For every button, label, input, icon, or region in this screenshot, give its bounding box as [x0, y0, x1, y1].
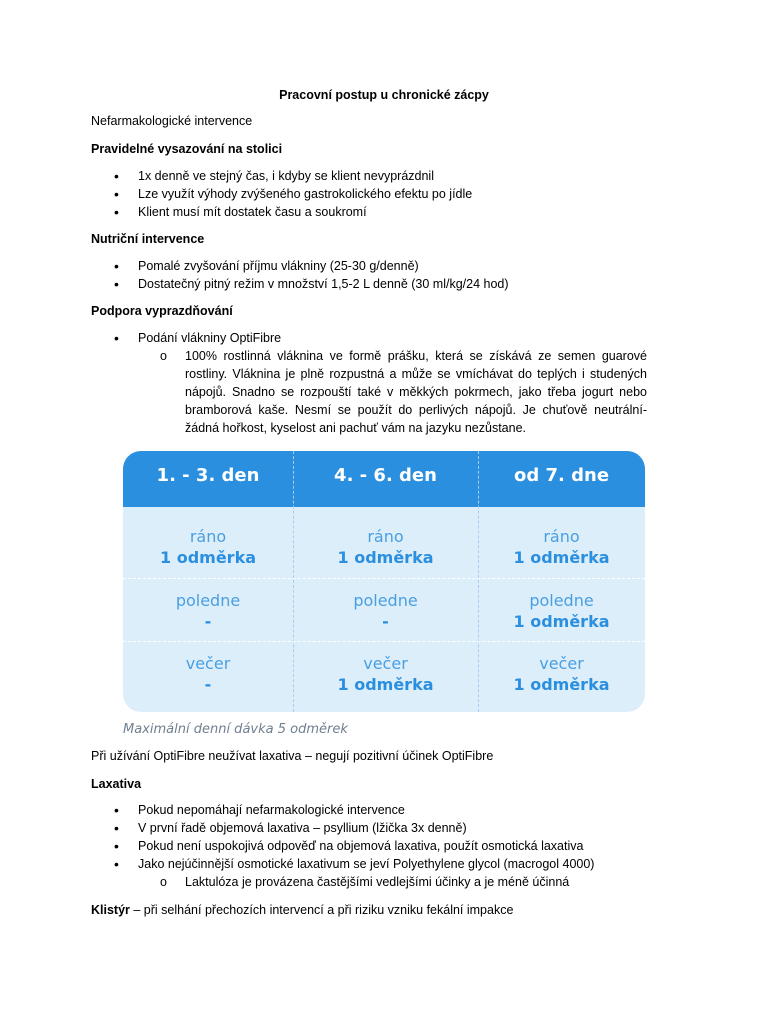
sub-bullet-marker: o [160, 875, 167, 889]
list-item: • V první řadě objemová laxativa – psyllium (lžička 3x denně) [91, 819, 594, 837]
dosage-cell-morning [293, 527, 478, 569]
dosage-cell-morning [123, 527, 293, 569]
dosage-column-2 [293, 451, 478, 712]
section-heading-laxativa: Laxativa [91, 777, 142, 791]
dose-amount: 1 odměrka [513, 675, 610, 694]
list-item: • Pomalé zvyšování příjmu vlákniny (25-30 g/denně) [91, 257, 509, 275]
dosage-column-3 [478, 451, 645, 712]
section-list-vysazovani [91, 167, 472, 221]
dosage-table [123, 451, 645, 712]
klistyr-line [91, 901, 513, 919]
sub-bullet-marker: o [160, 349, 167, 363]
optifibre-note: Při užívání OptiFibre neužívat laxativa – negují pozitivní účinek OptiFibre [91, 749, 494, 763]
list-item: • Pokud není uspokojivá odpověď na objemová laxativa, použít osmotická laxativa [91, 837, 594, 855]
document-title: Pracovní postup u chronické zácpy [279, 88, 489, 102]
dosage-cell-noon [478, 591, 645, 633]
dosage-cell-evening [293, 654, 478, 696]
dosage-cell-noon [293, 591, 478, 633]
dose-amount: 1 odměrka [160, 548, 256, 567]
dose-time-label: ráno [543, 527, 580, 546]
section-list-laxativa [91, 801, 594, 873]
dosage-column-header: od 7. dne [513, 465, 610, 486]
list-item: • Pokud nepomáhají nefarmakologické intervence [91, 801, 594, 819]
dose-amount: - [204, 675, 212, 694]
dosage-cell-noon [123, 591, 293, 633]
column-divider [293, 451, 294, 712]
dosage-column-1 [123, 451, 293, 712]
list-item: • Dostatečný pitný režim v množství 1,5-2 L denně (30 ml/kg/24 hod) [91, 275, 509, 293]
intro-line: Nefarmakologické intervence [91, 114, 253, 128]
klistyr-label: Klistýr [91, 903, 130, 917]
list-item: • Jako nejúčinnější osmotické laxativum se jeví Polyethylene glycol (macrogol 4000) [91, 855, 594, 873]
dosage-caption: Maximální denní dávka 5 odměrek [123, 722, 348, 737]
dose-time-label: večer [185, 654, 231, 673]
dosage-cell-evening [123, 654, 293, 696]
dose-amount: - [204, 612, 212, 631]
section-heading-vysazovani: Pravidelné vysazování na stolici [91, 142, 283, 156]
dose-time-label: večer [363, 654, 408, 673]
dose-amount: - [382, 612, 389, 631]
dose-time-label: ráno [189, 527, 227, 546]
dose-time-label: večer [539, 654, 584, 673]
row-divider [123, 578, 645, 579]
list-item: • Lze využít výhody zvýšeného gastrokolického efektu po jídle [91, 185, 472, 203]
dosage-cell-evening [478, 654, 645, 696]
section-list-nutricni [91, 257, 509, 293]
list-item: • Klient musí mít dostatek času a soukromí [91, 203, 472, 221]
column-divider [478, 451, 479, 712]
dose-time-label: poledne [353, 591, 418, 610]
dose-amount: 1 odměrka [337, 675, 434, 694]
dose-amount: 1 odměrka [337, 548, 434, 567]
section-heading-nutricni: Nutriční intervence [91, 232, 205, 246]
section-list-podpora [91, 329, 281, 347]
dosage-column-header: 4. - 6. den [334, 465, 437, 486]
optifibre-description: 100% rostlinná vláknina ve formě prášku, která se získává ze semen guarové rostliny. Vláknina je plně rozpustná a může se vmíchávat do teplých i studených nápojů. Snadno se rozpouští také v měkkých pokrmech, jako třeba jogurt nebo bramborová kaše. Nesmí se použít do perlivých nápojů. Je chuťově neutrální- žádná hořkost, kyselost ani pachuť vám na jazyku nezůstane. [185, 349, 647, 435]
list-item: • Podání vlákniny OptiFibre [91, 329, 281, 347]
dose-amount: 1 odměrka [513, 612, 610, 631]
dose-time-label: ráno [367, 527, 404, 546]
list-item: • 1x denně ve stejný čas, i kdyby se klient nevyprázdnil [91, 167, 472, 185]
dose-time-label: poledne [175, 591, 241, 610]
dose-amount: 1 odměrka [513, 548, 610, 567]
row-divider [123, 641, 645, 642]
dose-time-label: poledne [529, 591, 594, 610]
dosage-column-header: 1. - 3. den [156, 465, 260, 486]
dosage-cell-morning [478, 527, 645, 569]
laxativa-sub-item: Laktulóza je provázena častějšími vedlejšími účinky a je méně účinná [185, 875, 570, 889]
section-heading-podpora: Podpora vyprazdňování [91, 304, 233, 318]
klistyr-text: – při selhání přechozích intervencí a při riziku vzniku fekální impakce [129, 903, 514, 917]
